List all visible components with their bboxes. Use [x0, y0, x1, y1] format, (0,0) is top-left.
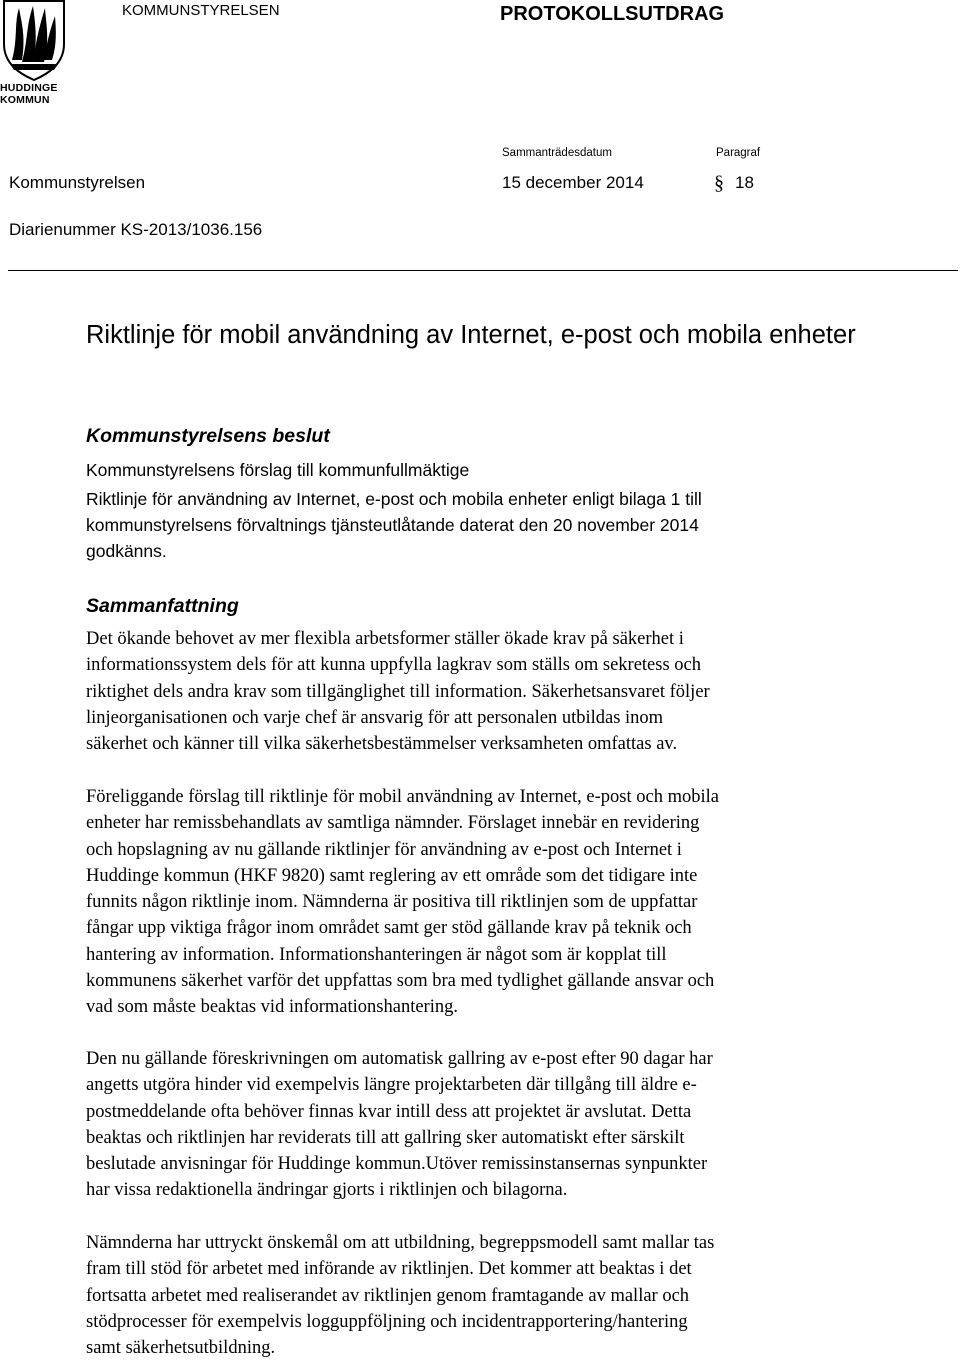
paragraph-number: 18	[735, 173, 754, 192]
summary-paragraph	[86, 784, 896, 1021]
diarienummer: Diarienummer KS-2013/1036.156	[9, 220, 263, 239]
paragraph-line: har vissa redaktionella ändringar gjorts i riktlinjen och bilagorna.	[86, 1180, 568, 1201]
decision-text-line: kommunstyrelsens förvaltnings tjänsteutlåtande daterat den 20 november 2014	[86, 515, 699, 535]
decision-proposal-line: Kommunstyrelsens förslag till kommunfullmäktige	[86, 460, 470, 480]
coat-of-arms-icon	[0, 0, 68, 82]
header-divider	[8, 270, 958, 271]
paragraph-line: informationssystem dels för att kunna uppfylla lagkrav som ställs om sekretess och	[86, 655, 702, 676]
summary-paragraph	[86, 1046, 896, 1204]
decision-text	[86, 486, 906, 564]
paragraph-line: beaktas och riktlinjen har reviderats till att gallring sker automatiskt efter särskilt	[86, 1127, 685, 1148]
page-title: Riktlinje för mobil användning av Internet, e-post och mobila enheter	[86, 321, 856, 349]
paragraph-sign: §	[714, 172, 724, 194]
paragraph-line: kommunens säkerhet varför det uppfattas som bra med tydlighet gällande ansvar och	[86, 971, 715, 992]
paragraph-line: samt säkerhetsutbildning.	[86, 1338, 276, 1359]
decision-heading: Kommunstyrelsens beslut	[86, 425, 330, 447]
paragraph-line: och hopslagning av nu gällande riktlinjer för användning av e-post och Internet i	[86, 839, 682, 860]
summary-heading: Sammanfattning	[86, 595, 239, 617]
paragraph-line: stödprocesser för exempelvis logguppföljning och incidentrapportering/hantering	[86, 1311, 688, 1332]
decision-text-line: godkänns.	[86, 541, 167, 561]
paragraph-line: vad som måste beaktas vid informationshantering.	[86, 997, 458, 1018]
paragraph-line: hantering av information. Informationshanteringen är något som är kopplat till	[86, 944, 667, 965]
summary-paragraph	[86, 1230, 896, 1361]
paragraph-line: Huddinge kommun (HKF 9820) samt reglering av ett område som det tidigare inte	[86, 865, 698, 886]
paragraph-line: funnits någon riktlinje inom. Nämnderna är positiva till riktlinjen som de uppfattar	[86, 892, 698, 913]
meeting-date: 15 december 2014	[502, 173, 644, 192]
summary-paragraph	[86, 626, 896, 757]
paragraph-line: linjeorganisationen och varje chef är ansvarig för att personalen utbildas inom	[86, 707, 664, 728]
paragraph-line: riktighet dels andra krav som tillgänglighet till information. Säkerhetsansvaret följer	[86, 681, 710, 702]
logo-wordmark-text: HUDDINGE KOMMUN	[0, 82, 58, 106]
paragraph-line: fångar upp viktiga frågor inom området samt ger stöd gällande krav på teknik och	[86, 918, 692, 939]
paragraph-label: Paragraf	[716, 147, 761, 159]
meeting-date-label: Sammanträdesdatum	[502, 147, 612, 159]
paragraph-line: Det ökande behovet av mer flexibla arbetsformer ställer ökade krav på säkerhet i	[86, 629, 684, 649]
paragraph-line: fortsatta arbetet med realiserandet av riktlinjen genom framtagande av mallar och	[86, 1285, 690, 1306]
paragraph-line: enheter har remissbehandlats av samtliga nämnder. Förslaget innebär en revidering	[86, 813, 700, 834]
paragraph-line: fram till stöd för arbetet med införande av riktlinjen. Det kommer att beaktas i det	[86, 1259, 692, 1280]
paragraph-line: postmeddelande ofta behöver finnas kvar intill dess att projektet är avslutat. Detta	[86, 1101, 692, 1122]
organization-name: KOMMUNSTYRELSEN	[122, 2, 280, 19]
decision-body: Kommunstyrelsen	[9, 173, 146, 192]
paragraph-line: Föreliggande förslag till riktlinje för mobil användning av Internet, e-post och mobila	[86, 787, 719, 807]
paragraph-line: Nämnderna har uttryckt önskemål om att utbildning, begreppsmodell samt mallar tas	[86, 1233, 715, 1253]
paragraph-line: beslutade anvisningar för Huddinge kommun.Utöver remissinstansernas synpunkter	[86, 1154, 708, 1175]
logo-wordmark	[0, 82, 68, 106]
paragraph-line: Den nu gällande föreskrivningen om automatisk gallring av e-post efter 90 dagar har	[86, 1049, 713, 1069]
paragraph-line: säkerhet och känner till vilka säkerhetsbestämmelser verksamheten omfattas av.	[86, 734, 678, 755]
decision-text-line: Riktlinje för användning av Internet, e-post och mobila enheter enligt bilaga 1 till	[86, 489, 702, 509]
paragraph-line: angetts utgöra hinder vid exempelvis längre projektarbeten där tillgång till äldre e-	[86, 1075, 697, 1096]
document-type: PROTOKOLLSUTDRAG	[500, 3, 725, 25]
